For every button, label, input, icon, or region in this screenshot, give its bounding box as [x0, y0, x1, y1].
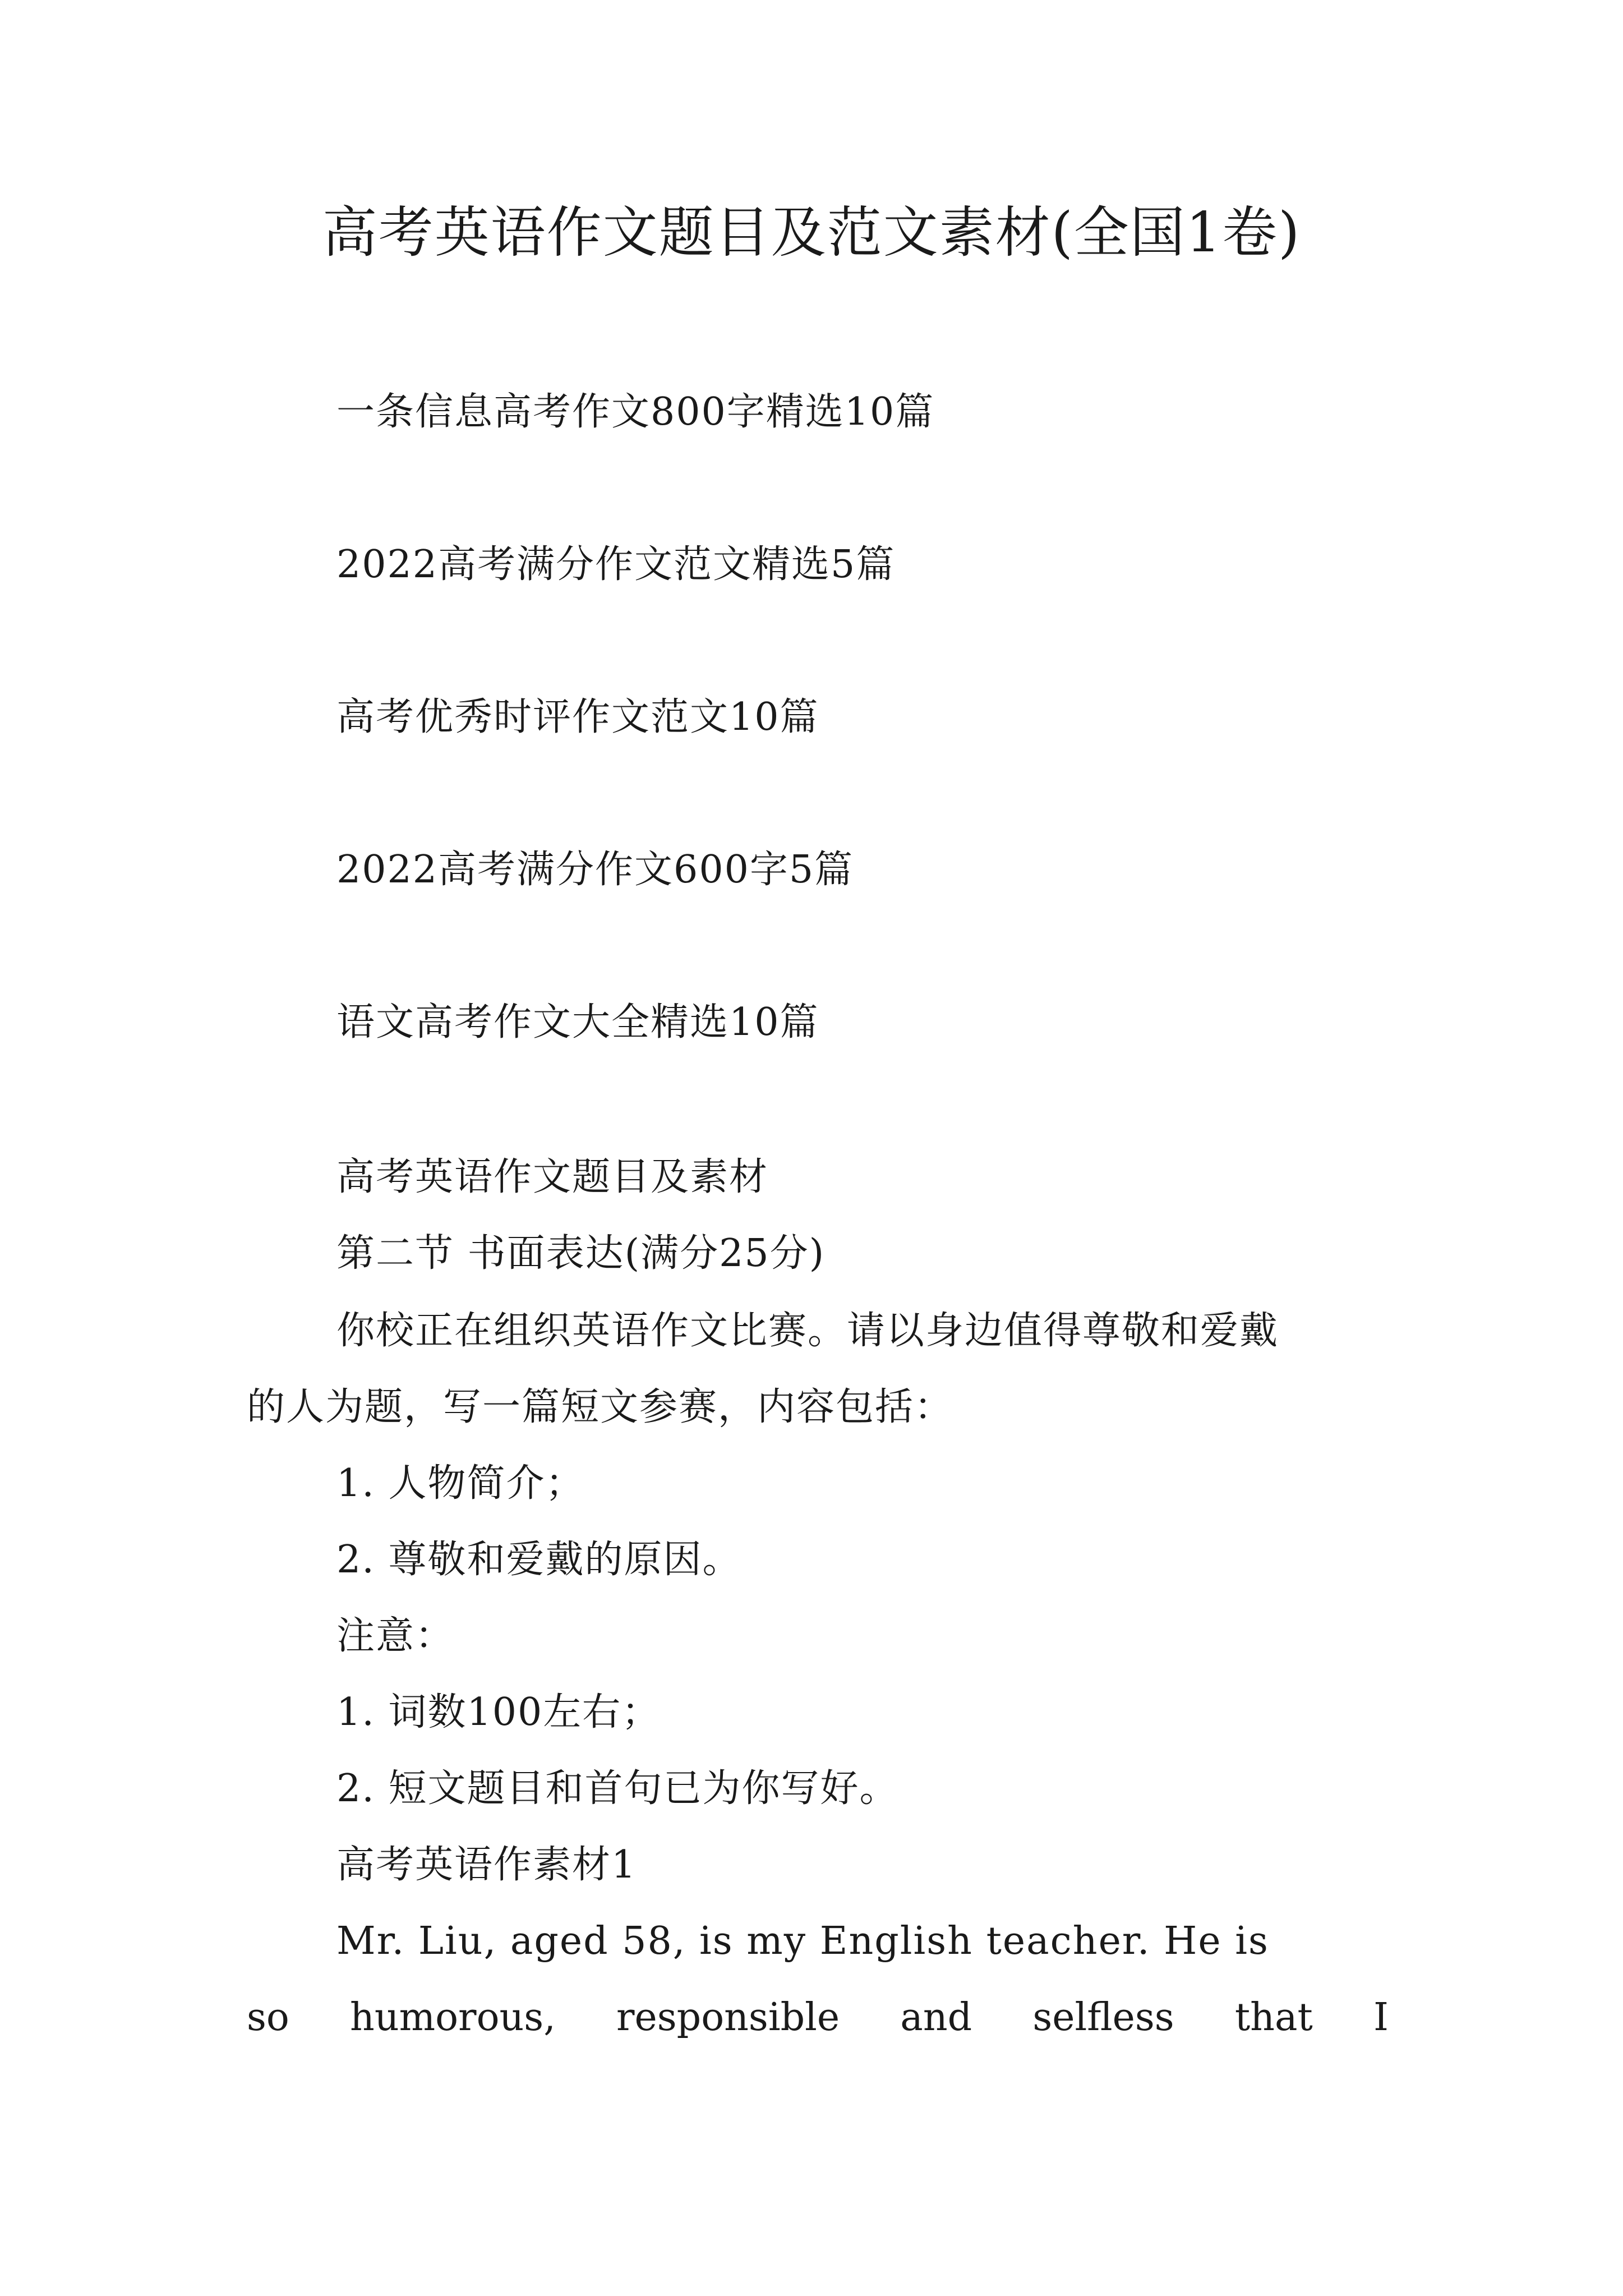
note-label: 注意： — [336, 1614, 455, 1658]
essay-line-2 — [247, 1993, 1389, 2043]
prompt-line-1: 你校正在组织英语作文比赛。请以身边值得尊敬和爱戴 — [336, 1309, 1279, 1353]
note-item-2: 2. 短文题目和首句已为你写好。 — [336, 1766, 899, 1811]
point-item-2: 2. 尊敬和爱戴的原因。 — [336, 1538, 742, 1582]
related-link-2[interactable]: 2022高考满分作文范文精选5篇 — [336, 542, 896, 587]
related-link-3[interactable]: 高考优秀时评作文范文10篇 — [336, 695, 819, 739]
material-heading: 高考英语作素材1 — [336, 1843, 637, 1887]
essay-word: and — [900, 1995, 972, 2040]
note-item-1: 1. 词数100左右； — [336, 1690, 661, 1734]
essay-word: so — [247, 1995, 289, 2040]
essay-word: I — [1373, 1995, 1389, 2040]
related-link-4[interactable]: 2022高考满分作文600字5篇 — [336, 848, 854, 892]
essay-word: selfless — [1032, 1995, 1174, 2040]
document-title: 高考英语作文题目及范文素材(全国1卷) — [322, 201, 1301, 265]
essay-word: humorous, — [350, 1995, 556, 2040]
subsection-heading: 第二节 书面表达(满分25分) — [336, 1231, 826, 1276]
essay-word: that — [1234, 1995, 1313, 2040]
essay-line-1: Mr. Liu, aged 58, is my English teacher. He is — [336, 1919, 1269, 1963]
related-link-1[interactable]: 一条信息高考作文800字精选10篇 — [336, 390, 935, 434]
point-item-1: 1. 人物简介； — [336, 1461, 585, 1506]
section-heading: 高考英语作文题目及素材 — [336, 1155, 769, 1199]
related-link-5[interactable]: 语文高考作文大全精选10篇 — [336, 1000, 819, 1045]
prompt-line-2: 的人为题，写一篇短文参赛，内容包括： — [247, 1385, 954, 1429]
essay-word: responsible — [616, 1995, 840, 2040]
